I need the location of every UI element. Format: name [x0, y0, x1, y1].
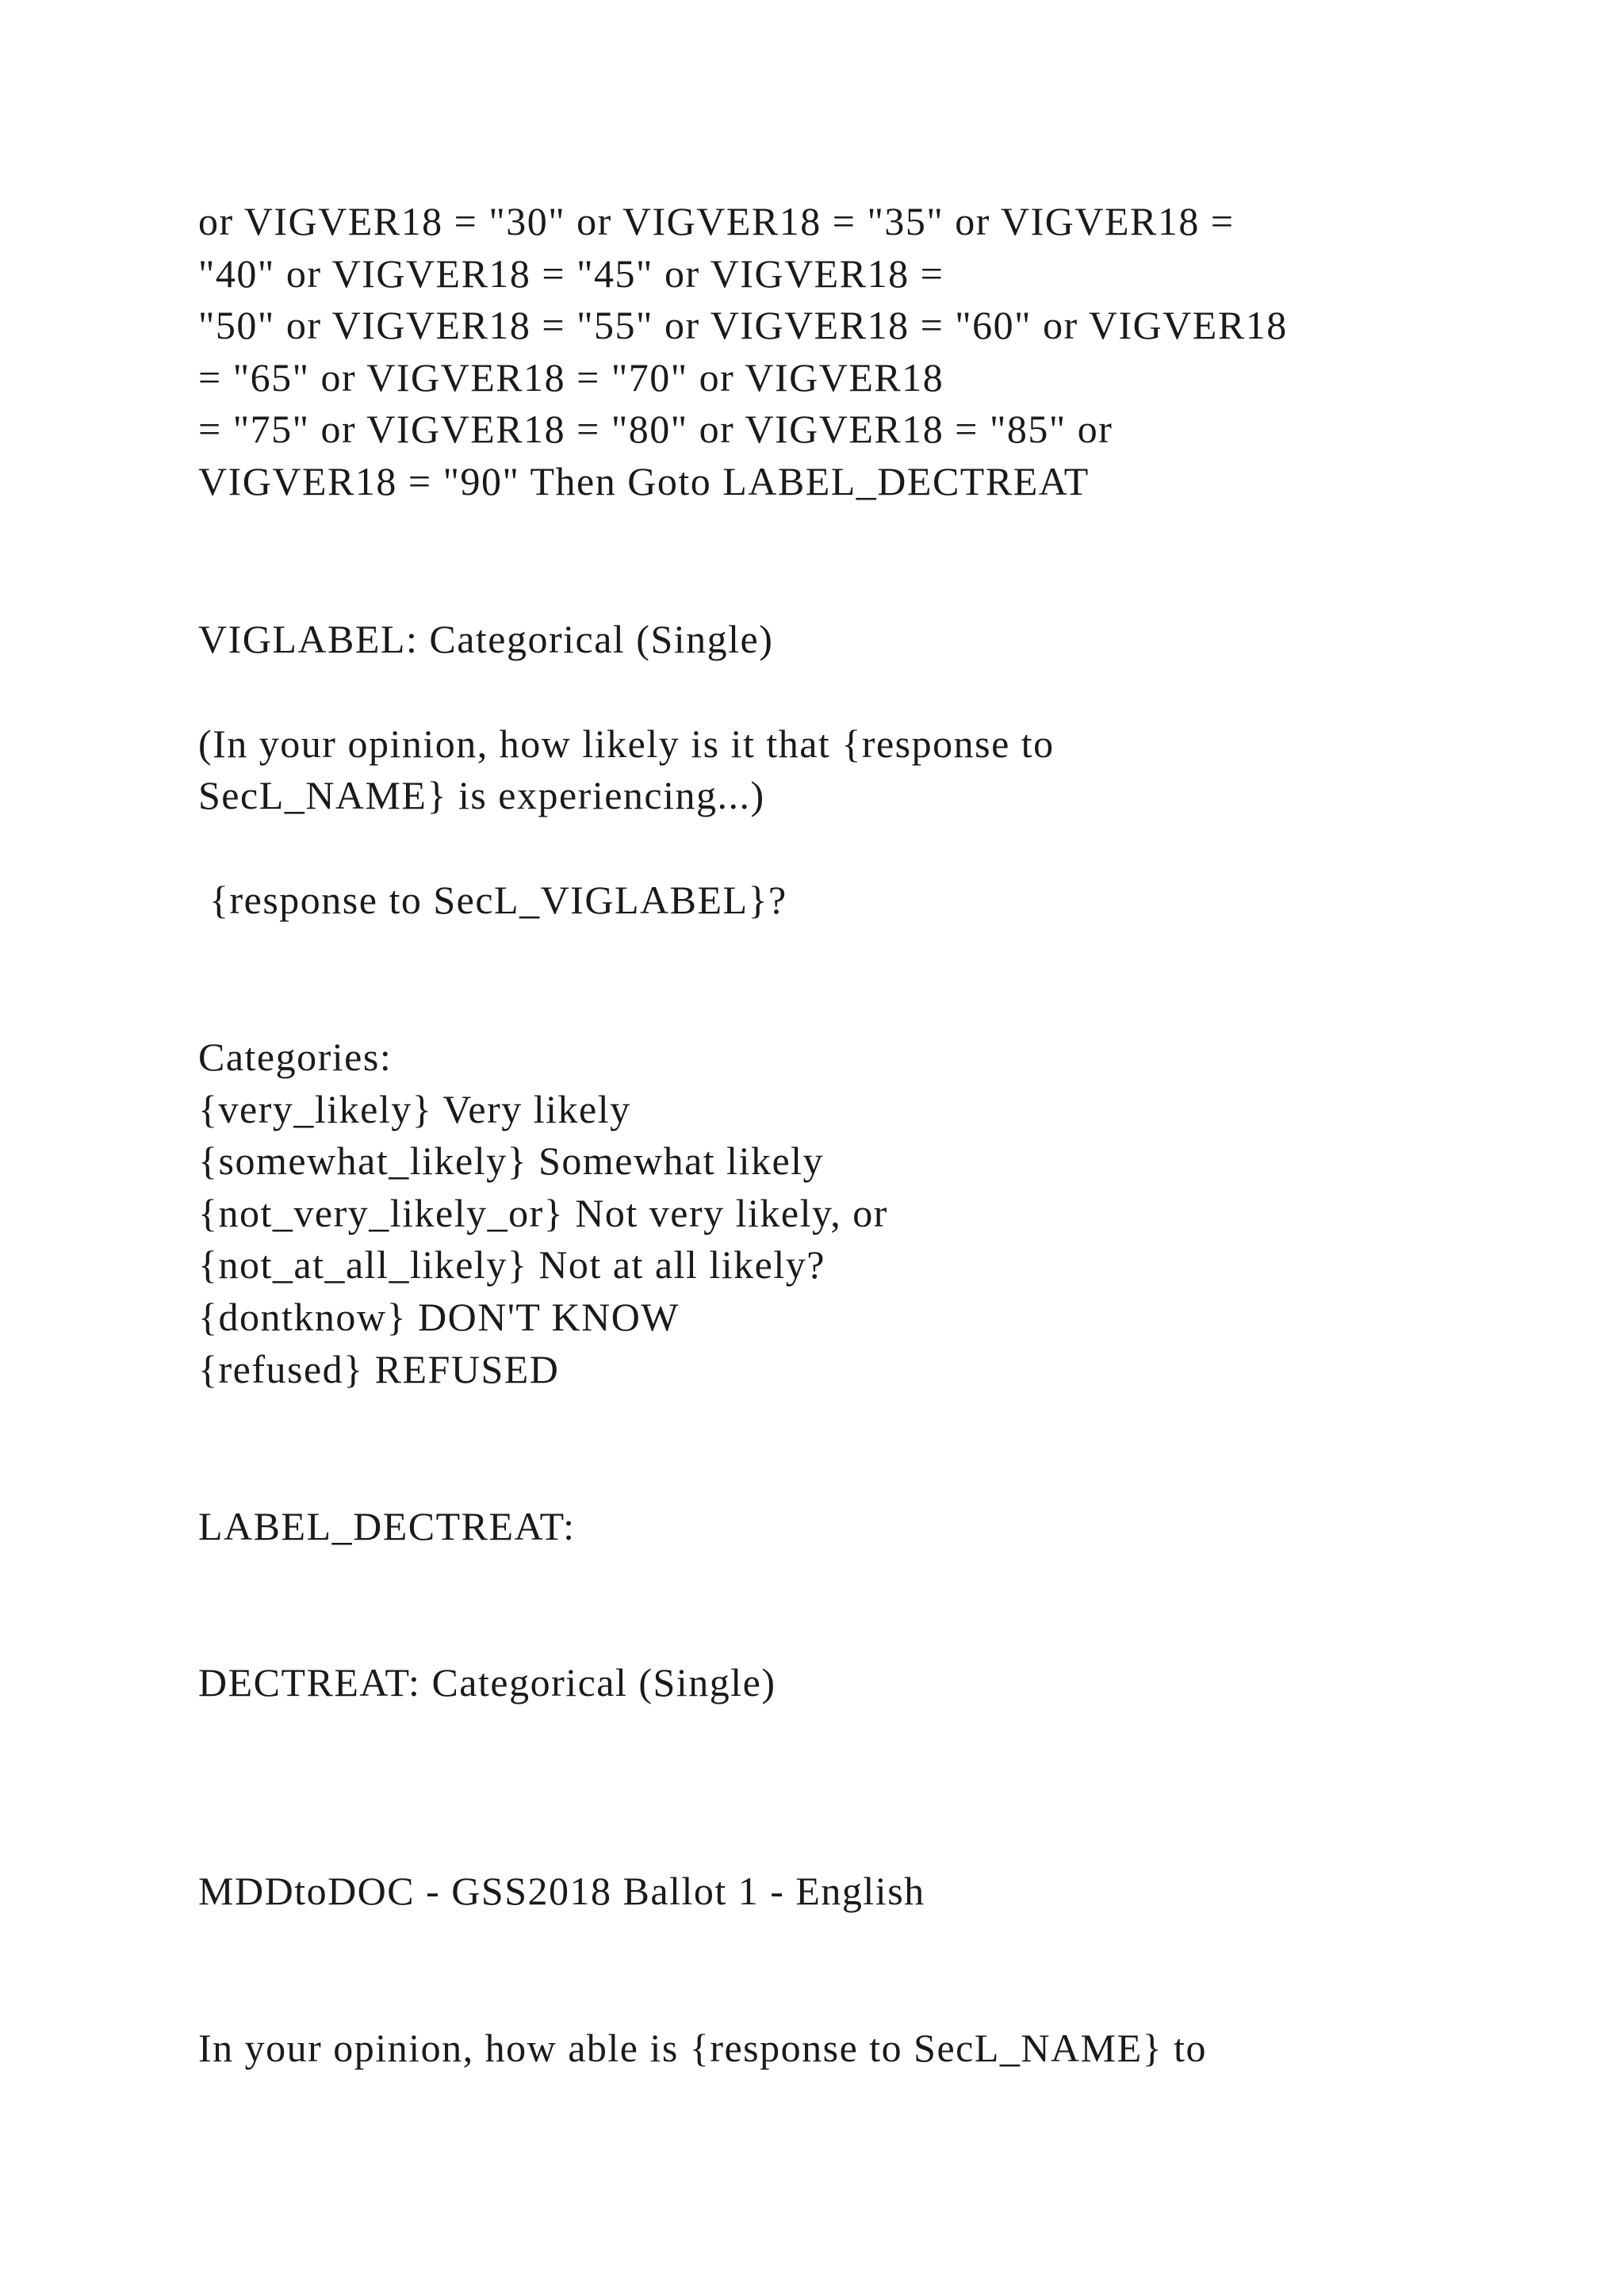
- categories-heading: Categories:: [198, 1035, 393, 1079]
- viglabel-question-line: SecL_NAME} is experiencing...): [198, 773, 765, 817]
- condition-line: VIGVER18 = "90" Then Goto LABEL_DECTREAT: [198, 459, 1090, 503]
- category-item: {not_at_all_likely} Not at all likely?: [198, 1242, 825, 1287]
- category-item: {not_very_likely_or} Not very likely, or: [198, 1191, 888, 1235]
- viglabel-response-line: {response to SecL_VIGLABEL}?: [198, 878, 787, 922]
- condition-line: "40" or VIGVER18 = "45" or VIGVER18 =: [198, 251, 944, 296]
- document-footer-title: MDDtoDOC - GSS2018 Ballot 1 - English: [198, 1869, 925, 1913]
- viglabel-question-line: (In your opinion, how likely is it that {response to: [198, 721, 1055, 766]
- category-item: {refused} REFUSED: [198, 1347, 560, 1391]
- dectreat-heading: DECTREAT: Categorical (Single): [198, 1660, 776, 1705]
- condition-line: or VIGVER18 = "30" or VIGVER18 = "35" or VIGVER18 =: [198, 199, 1235, 243]
- label-dectreat: LABEL_DECTREAT:: [198, 1504, 576, 1548]
- viglabel-heading: VIGLABEL: Categorical (Single): [198, 617, 774, 661]
- category-item: {somewhat_likely} Somewhat likely: [198, 1138, 825, 1183]
- category-item: {very_likely} Very likely: [198, 1087, 631, 1131]
- category-item: {dontknow} DON'T KNOW: [198, 1295, 680, 1339]
- condition-line: = "65" or VIGVER18 = "70" or VIGVER18: [198, 355, 944, 400]
- closing-question-line: In your opinion, how able is {response to SecL_NAME} to: [198, 2026, 1208, 2070]
- condition-line: = "75" or VIGVER18 = "80" or VIGVER18 = "85" or: [198, 407, 1113, 451]
- condition-line: "50" or VIGVER18 = "55" or VIGVER18 = "60" or VIGVER18: [198, 303, 1288, 347]
